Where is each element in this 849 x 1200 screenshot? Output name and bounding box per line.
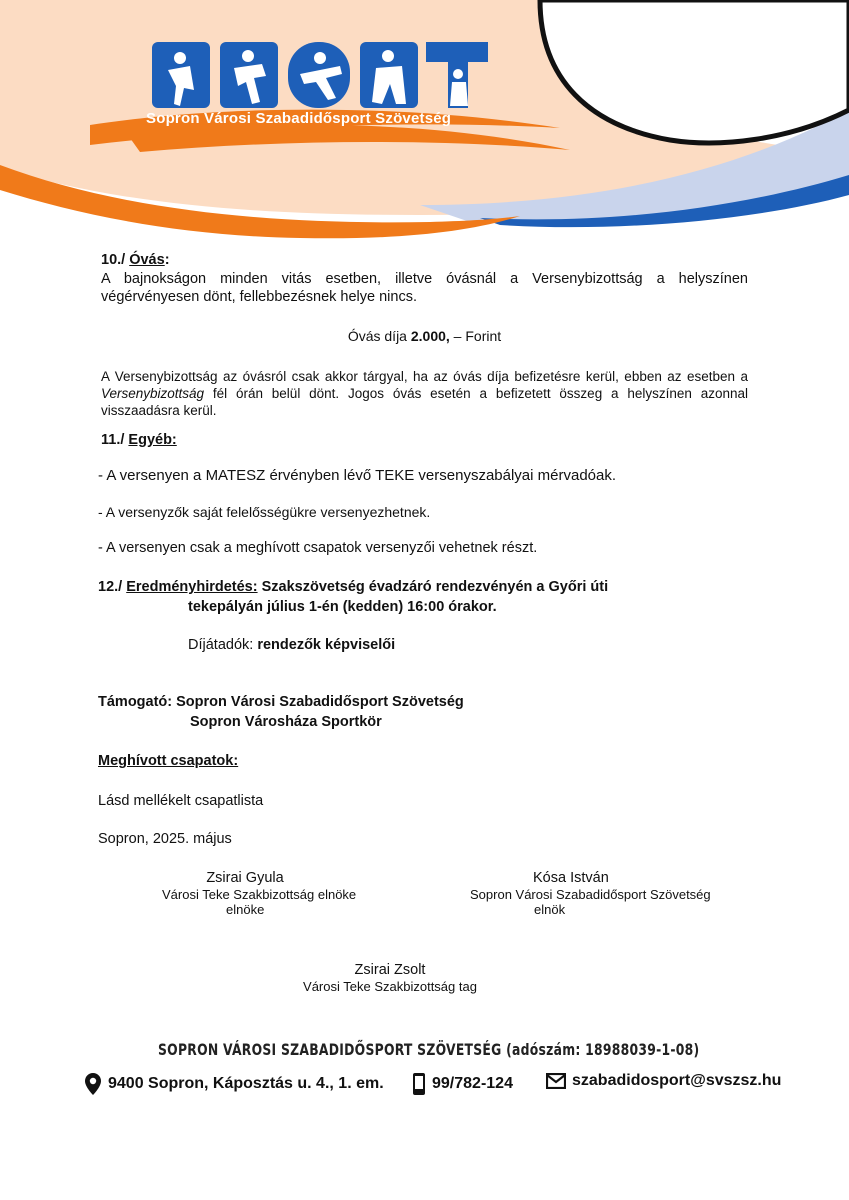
sponsor-name2: Sopron Városháza Sportkör <box>190 714 382 730</box>
footer-phone-text: 99/782-124 <box>432 1075 513 1092</box>
protest-fee <box>0 329 849 344</box>
invited-text: Lásd mellékelt csapatlista <box>98 793 264 809</box>
protest-fee-amount: 2.000, <box>410 328 450 344</box>
awards-label: Díjátadók: <box>188 637 258 653</box>
section11-item: - A versenyen csak a meghívott csapatok versenyzői vehetnek részt. <box>98 540 538 556</box>
footer-address <box>84 1072 384 1096</box>
section10-paragraph2 <box>101 368 748 419</box>
footer-address-text: 9400 Sopron, Káposztás u. 4., 1. em. <box>108 1075 384 1092</box>
sponsor-name1: Sopron Városi Szabadidősport Szövetség <box>176 694 464 710</box>
section10-colon: : <box>164 252 170 268</box>
footer-phone <box>412 1072 513 1096</box>
section11-item: - A versenyzők saját felelősségükre versenyezhetnek. <box>98 504 431 520</box>
signature-role: Sopron Városi Szabadidősport Szövetség <box>470 887 711 902</box>
footer-contacts <box>84 1072 784 1098</box>
sponsor-label: Támogató: <box>98 694 173 710</box>
signature-name: Kósa István <box>533 870 609 886</box>
section10-heading <box>101 251 751 269</box>
organization-banner: Sopron Városi Szabadidősport Szövetség <box>146 110 452 127</box>
footer-organization-title: SOPRON VÁROSI SZABADIDŐSPORT SZÖVETSÉG (adószám: 18988039-1-08) <box>158 1040 700 1059</box>
section12-text1: Szakszövetség évadzáró rendezvényén a Győri úti <box>261 579 609 595</box>
protest-fee-prefix: Óvás díja <box>347 328 411 344</box>
footer-email-text: szabadidosport@svszsz.hu <box>572 1072 782 1089</box>
signature-name: Zsirai Gyula <box>206 870 284 886</box>
mobile-phone-icon <box>412 1072 426 1096</box>
section12-line1 <box>98 578 608 596</box>
letterhead-header <box>0 0 849 240</box>
protest-fee-suffix: – Forint <box>449 328 502 344</box>
section11-item: - A versenyen a MATESZ érvényben lévő TEKE versenyszabályai mérvadóak. <box>98 467 617 484</box>
section10-number: 10./ <box>101 252 126 268</box>
section10-paragraph2-italic: Versenybizottság <box>101 386 205 401</box>
envelope-icon <box>546 1073 566 1089</box>
section10-paragraph1: A bajnokságon minden vitás esetben, illetve óvásnál a Versenybizottság a helyszínen végérvényesen dönt, fellebbezésnek helye nincs. <box>101 271 748 305</box>
signature-role: Városi Teke Szakbizottság tag <box>303 979 477 994</box>
section10-paragraph2-part2: fél órán belül dönt. Jogos óvás esetén a befizetett összeg a helyszínen azonnal visszaadásra kerül. <box>101 386 748 418</box>
sport-logo-icon <box>150 40 490 112</box>
signature-role: Városi Teke Szakbizottság elnöke <box>162 887 357 902</box>
signature-role-line2: elnöke <box>226 902 265 917</box>
invited-title: Meghívott csapatok: <box>98 753 239 769</box>
section11-number: 11./ <box>101 432 125 448</box>
awards <box>188 636 395 654</box>
signature-block <box>470 869 770 917</box>
section10-paragraph2-part1: A Versenybizottság az óvásról csak akkor tárgyal, ha az óvás díja befizetésre kerül, ebben az esetben a <box>101 369 748 384</box>
section12-title: Eredményhirdetés: <box>126 579 258 595</box>
sponsor-line1 <box>98 693 464 711</box>
place-date: Sopron, 2025. május <box>98 831 232 847</box>
footer-email <box>546 1072 781 1090</box>
section11-heading <box>101 431 177 449</box>
awards-value: rendezők képviselői <box>257 637 396 653</box>
signature-name: Zsirai Zsolt <box>354 962 426 978</box>
section12-line2: tekepályán július 1-én (kedden) 16:00 órakor. <box>188 599 497 615</box>
section10-title: Óvás <box>129 252 165 268</box>
signature-block <box>0 961 780 994</box>
section12-number: 12./ <box>98 579 123 595</box>
signature-role-line2: elnök <box>534 902 566 917</box>
signature-block <box>140 869 400 917</box>
location-pin-icon <box>84 1072 102 1096</box>
section11-title: Egyéb: <box>128 432 177 448</box>
